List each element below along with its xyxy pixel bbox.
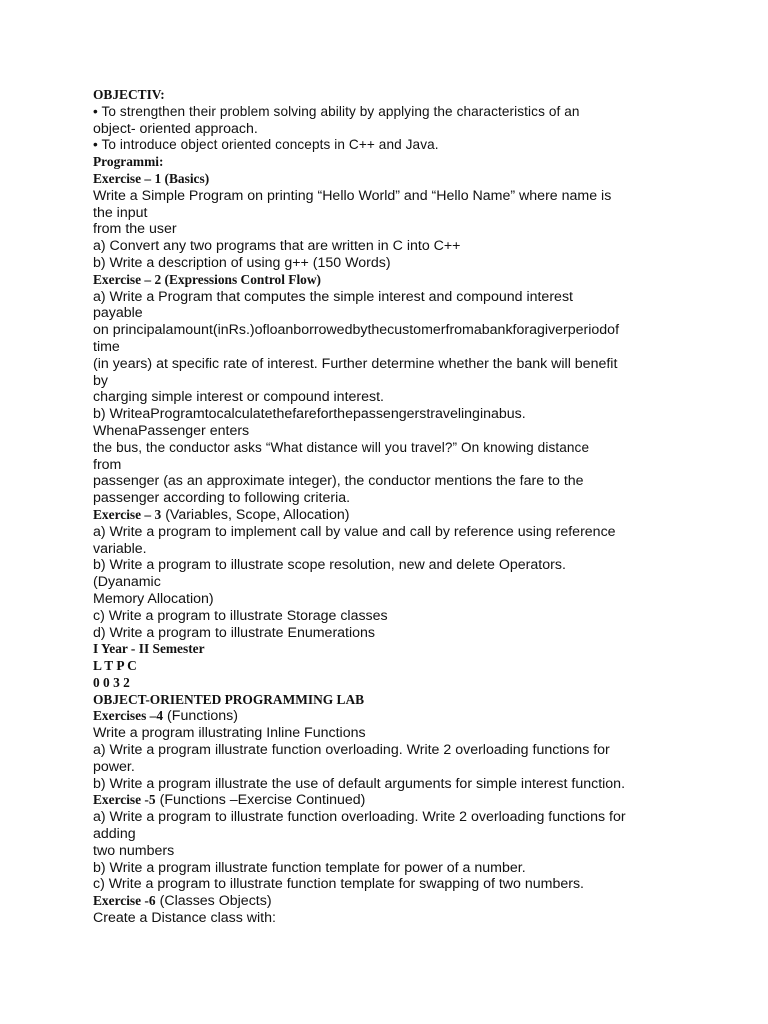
text-line: adding xyxy=(93,826,136,843)
exercise-heading xyxy=(93,507,755,524)
text-line: object- oriented approach. xyxy=(93,120,258,137)
text-line: • To introduce object oriented concepts in C++ and Java. xyxy=(93,137,439,153)
text-line: WhenaPassenger enters xyxy=(93,422,250,439)
exercise-number: Exercises –4 xyxy=(93,708,164,724)
exercise-heading xyxy=(93,708,755,725)
text-line: time xyxy=(93,338,120,355)
text-line: two numbers xyxy=(93,842,175,859)
exercise-number: Exercise – 3 xyxy=(93,506,162,522)
text-line: Write a Simple Program on printing “Hello World” and “Hello Name” where name is xyxy=(93,187,612,204)
exercise-heading xyxy=(93,893,755,910)
section-heading: Exercise – 2 (Expressions Control Flow) xyxy=(93,271,322,287)
text-line: the input xyxy=(93,204,148,221)
text-line: c) Write a program to illustrate function template for swapping of two numbers. xyxy=(93,876,584,893)
text-line: a) Write a Program that computes the simple interest and compound interest xyxy=(93,288,573,305)
text-line: variable. xyxy=(93,540,147,557)
text-line: charging simple interest or compound interest. xyxy=(93,389,384,406)
text-line: a) Write a program to illustrate function overloading. Write 2 overloading functions for xyxy=(93,809,626,826)
section-heading: Programmi: xyxy=(93,154,164,170)
text-line: b) WriteaProgramtocalculatethefareforthepassengerstravelinginabus. xyxy=(93,406,526,423)
exercise-topic: (Functions –Exercise Continued) xyxy=(159,792,366,809)
text-line: passenger (as an approximate integer), the conductor mentions the fare to the xyxy=(93,473,584,490)
exercise-heading xyxy=(93,792,755,809)
text-line: a) Write a program illustrate function overloading. Write 2 overloading functions for xyxy=(93,742,610,759)
exercise-topic: (Functions) xyxy=(167,708,239,725)
exercise-topic: (Variables, Scope, Allocation) xyxy=(165,506,350,523)
text-line: the bus, the conductor asks “What distance will you travel?” On knowing distance xyxy=(93,439,590,455)
text-line: • To strengthen their problem solving ability by applying the characteristics of an xyxy=(93,103,580,119)
text-line: b) Write a description of using g++ (150 Words) xyxy=(93,254,391,271)
exercise-number: Exercise -5 xyxy=(93,792,156,808)
text-line: from xyxy=(93,456,122,473)
section-heading: 0 0 3 2 xyxy=(93,674,130,690)
text-line: Memory Allocation) xyxy=(93,590,214,607)
text-line: from the user xyxy=(93,221,177,238)
text-line: by xyxy=(93,372,108,389)
document-body xyxy=(93,87,755,927)
section-heading: OBJECT-ORIENTED PROGRAMMING LAB xyxy=(93,691,365,707)
text-line: on principalamount(inRs.)ofloanborrowedbythecustomerfromabankforagiverperiodof xyxy=(93,322,620,339)
text-line: Write a program illustrating Inline Functions xyxy=(93,725,366,742)
text-line: b) Write a program to illustrate scope resolution, new and delete Operators. xyxy=(93,557,566,574)
text-line: payable xyxy=(93,305,143,322)
text-line: b) Write a program illustrate the use of default arguments for simple interest function. xyxy=(93,775,626,792)
section-heading: OBJECTIV: xyxy=(93,87,165,102)
exercise-number: Exercise -6 xyxy=(93,893,156,909)
text-line: a) Write a program to implement call by value and call by reference using reference xyxy=(93,523,616,540)
section-heading: I Year - II Semester xyxy=(93,641,205,657)
text-line: a) Convert any two programs that are written in C into C++ xyxy=(93,238,461,255)
section-heading: L T P C xyxy=(93,658,137,674)
text-line: power. xyxy=(93,758,135,775)
text-line: c) Write a program to illustrate Storage classes xyxy=(93,607,388,624)
text-line: Create a Distance class with: xyxy=(93,910,276,927)
text-line: passenger according to following criteria. xyxy=(93,490,351,507)
text-line: b) Write a program illustrate function template for power of a number. xyxy=(93,859,526,876)
text-line: (Dyanamic xyxy=(93,574,161,591)
section-heading: Exercise – 1 (Basics) xyxy=(93,170,210,186)
text-line: (in years) at specific rate of interest. Further determine whether the bank will benefit xyxy=(93,355,618,372)
text-line: d) Write a program to illustrate Enumerations xyxy=(93,624,376,641)
exercise-topic: (Classes Objects) xyxy=(159,893,272,910)
